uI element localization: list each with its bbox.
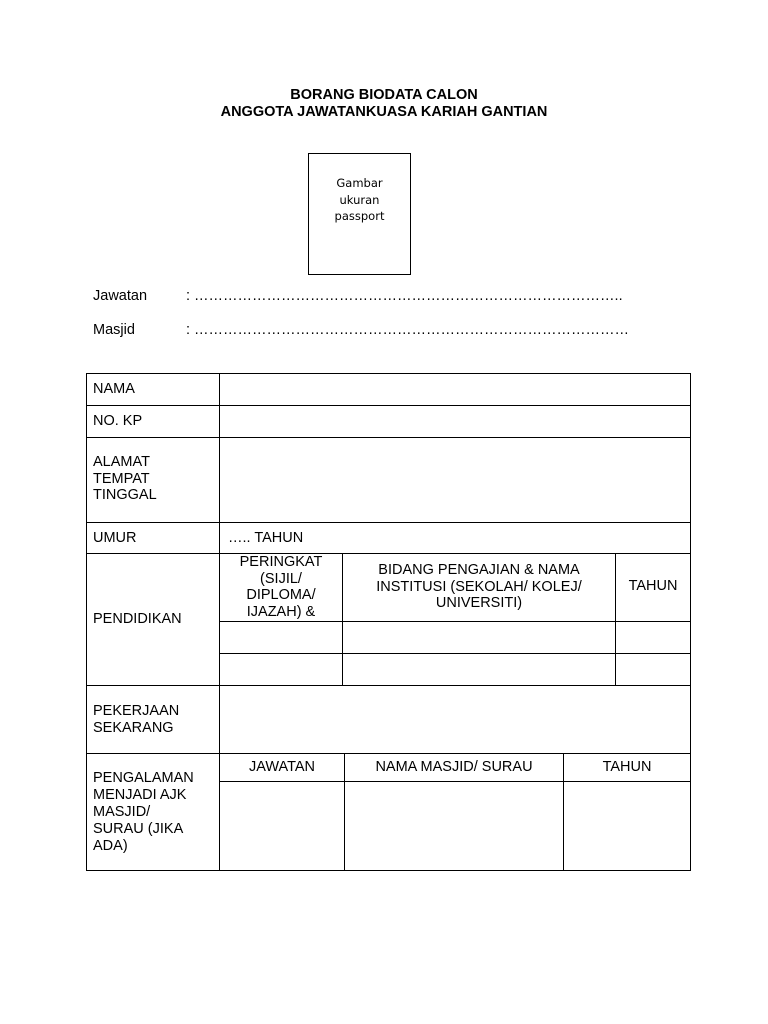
masjid-field — [93, 322, 629, 339]
pendidikan-header-tahun: TAHUN — [615, 553, 691, 622]
photo-placeholder-text: Gambar ukuran passport — [334, 176, 385, 223]
umur-label: UMUR — [86, 522, 220, 554]
pendidikan-row1-tahun[interactable] — [615, 621, 691, 654]
pengalaman-header-tahun: TAHUN — [563, 753, 691, 782]
pendidikan-header-peringkat: PERINGKAT (SIJIL/ DIPLOMA/ IJAZAH) & — [219, 553, 343, 622]
umur-input[interactable]: ….. TAHUN — [219, 522, 691, 554]
pekerjaan-label: PEKERJAAN SEKARANG — [86, 685, 220, 754]
jawatan-field — [93, 288, 623, 305]
jawatan-fill-line[interactable]: : …………………………………………………………………………….. — [186, 288, 623, 304]
masjid-fill-line[interactable]: : ……………………………………………………………………………… — [186, 322, 630, 338]
pendidikan-row2-peringkat[interactable] — [219, 653, 343, 686]
no-kp-label: NO. KP — [86, 405, 220, 438]
pendidikan-row2-bidang[interactable] — [342, 653, 616, 686]
pendidikan-row1-peringkat[interactable] — [219, 621, 343, 654]
pendidikan-label: PENDIDIKAN — [86, 553, 220, 686]
alamat-input[interactable] — [219, 437, 691, 523]
pengalaman-input-tahun[interactable] — [563, 781, 691, 871]
pendidikan-header-bidang: BIDANG PENGAJIAN & NAMA INSTITUSI (SEKOLAH/ KOLEJ/ UNIVERSITI) — [342, 553, 616, 622]
masjid-label: Masjid — [93, 322, 135, 338]
no-kp-input[interactable] — [219, 405, 691, 438]
pendidikan-row1-bidang[interactable] — [342, 621, 616, 654]
alamat-label: ALAMAT TEMPAT TINGGAL — [86, 437, 220, 523]
jawatan-label: Jawatan — [93, 288, 148, 304]
form-subtitle: ANGGOTA JAWATANKUASA KARIAH GANTIAN — [220, 104, 548, 120]
form-title: BORANG BIODATA CALON — [290, 87, 478, 103]
pengalaman-header-masjid: NAMA MASJID/ SURAU — [344, 753, 564, 782]
pendidikan-row2-tahun[interactable] — [615, 653, 691, 686]
passport-photo-box — [308, 153, 411, 275]
nama-label: NAMA — [86, 373, 220, 406]
pekerjaan-input[interactable] — [219, 685, 691, 754]
pengalaman-label: PENGALAMAN MENJADI AJK MASJID/ SURAU (JIKA ADA) — [86, 753, 220, 871]
pengalaman-input-masjid[interactable] — [344, 781, 564, 871]
pengalaman-input-jawatan[interactable] — [219, 781, 345, 871]
pengalaman-header-jawatan: JAWATAN — [219, 753, 345, 782]
nama-input[interactable] — [219, 373, 691, 406]
